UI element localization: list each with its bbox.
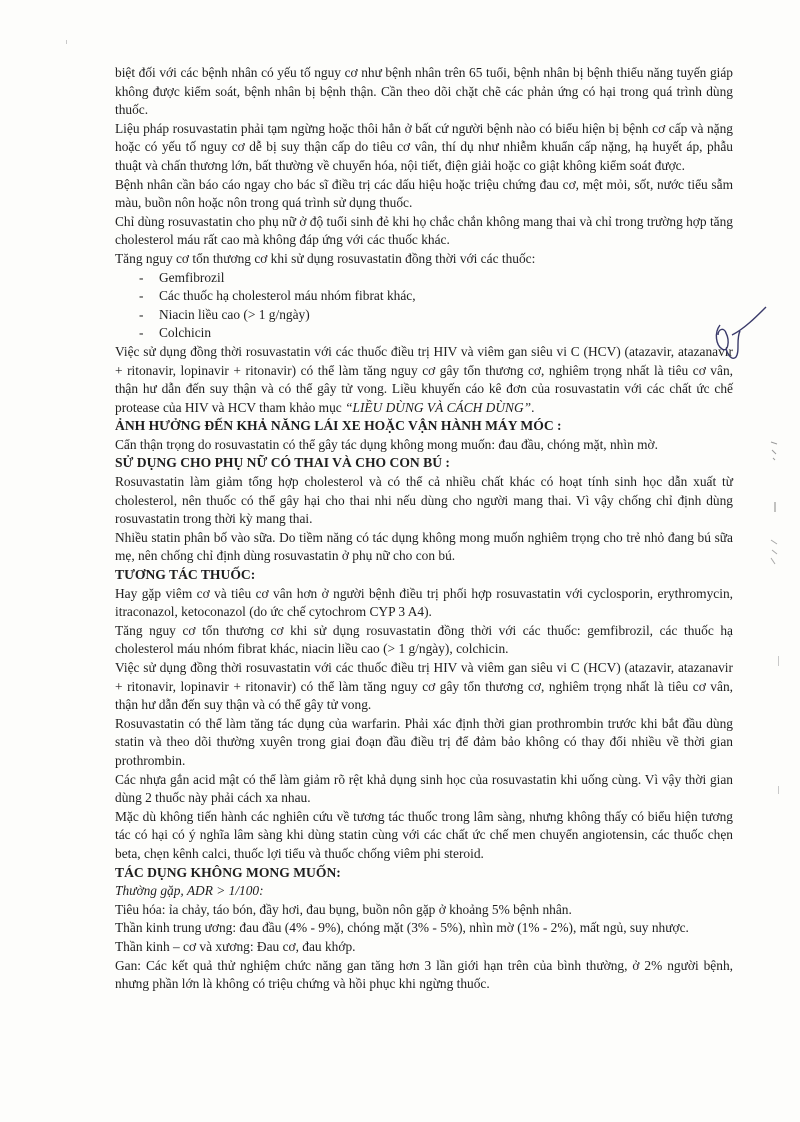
paragraph xyxy=(115,343,733,417)
adverse-subheading: Thường gặp, ADR > 1/100: xyxy=(115,883,264,899)
list-item: - Colchicin xyxy=(115,324,733,343)
paragraph: Tăng nguy cơ tổn thương cơ khi sử dụng rosuvastatin đồng thời với các thuốc: gemfibrozil, các thuốc hạ cholesterol máu nhóm fibrat khác, niacin liều cao (> 1 g/ngày), colchicin. xyxy=(115,622,733,657)
section-heading-driving: ẢNH HƯỞNG ĐẾN KHẢ NĂNG LÁI XE HOẶC VẬN HÀNH MÁY MÓC : xyxy=(115,418,562,434)
paragraph: Các nhựa gắn acid mật có thể làm giảm rõ rệt khả dụng sinh học của rosuvastatin khi uống cùng. Vì vậy thời gian dùng 2 thuốc này phải cách xa nhau. xyxy=(115,771,733,806)
paragraph: Gan: Các kết quả thử nghiệm chức năng gan tăng hơn 3 lần giới hạn trên của bình thường, ở 2% người bệnh, nhưng phần lớn là không có triệu chứng và hồi phục khi ngừng thuốc. xyxy=(115,957,733,992)
paragraph: Rosuvastatin làm giảm tổng hợp cholesterol và có thể cả nhiều chất khác có hoạt tính sinh học dẫn xuất từ cholesterol, nên thuốc có thể gây hại cho thai nhi nếu dùng cho người mang thai. Vì vậy chống chỉ định dùng rosuvastatin trong thời kỳ mang thai. xyxy=(115,474,733,527)
margin-mark xyxy=(778,656,779,666)
paragraph-text: Việc sử dụng đồng thời rosuvastatin với các thuốc điều trị HIV và viêm gan siêu vi C (HCV) (atazavir, atazanavir + ritonavir, lopinavir + ritonavir) có thể làm tăng nguy cơ gây tổn thương cơ, nghiêm trọng nhất là tiêu cơ vân, thận hư dẫn đến suy thận và có thể gây tử vong. Liều khuyến cáo kê đơn của rosuvastatin với các chất ức chế protease của HIV và HCV tham khảo mục xyxy=(115,343,733,415)
paragraph-end: . xyxy=(531,399,535,415)
margin-mark xyxy=(66,40,67,44)
section-heading-interactions: TƯƠNG TÁC THUỐC: xyxy=(115,567,256,583)
paragraph: Bệnh nhân cần báo cáo ngay cho bác sĩ điều trị các dấu hiệu hoặc triệu chứng đau cơ, mệt mỏi, sốt, nước tiểu sẫm màu, buồn nôn hoặc nôn trong quá trình sử dụng thuốc. xyxy=(115,176,733,211)
margin-scribble-icon xyxy=(765,440,785,590)
drug-list xyxy=(115,269,733,343)
paragraph: Rosuvastatin có thể làm tăng tác dụng của warfarin. Phải xác định thời gian prothrombin trước khi bắt đầu dùng statin và theo dõi thường xuyên trong giai đoạn đầu điều trị để đảm bảo không có thay đổi nhiều về thời gian prothrombin. xyxy=(115,715,733,768)
section-heading-adverse: TÁC DỤNG KHÔNG MONG MUỐN: xyxy=(115,864,341,880)
paragraph: Việc sử dụng đồng thời rosuvastatin với các thuốc điều trị HIV và viêm gan siêu vi C (HCV) (atazavir, atazanavir + ritonavir, lopinavir + ritonavir) có thể làm tăng nguy cơ gây tổn thương cơ, nghiêm trọng nhất là tiêu cơ vân, thận hư dẫn đến suy thận và có thể gây tử vong. xyxy=(115,660,733,713)
paragraph: Tăng nguy cơ tổn thương cơ khi sử dụng rosuvastatin đồng thời với các thuốc: xyxy=(115,250,536,266)
document-body xyxy=(115,64,733,994)
paragraph: Liệu pháp rosuvastatin phải tạm ngừng hoặc thôi hẳn ở bất cứ người bệnh nào có biểu hiện bị bệnh cơ cấp và nặng hoặc có yếu tố nguy cơ dễ bị suy thận cấp do tiêu cơ vân, thí dụ như nhiễm khuẩn cấp nặng, hạ huyết áp, phẫu thuật và chấn thương lớn, bất thường về chuyển hóa, nội tiết, điện giải hoặc co giật không kiểm soát được. xyxy=(115,120,733,173)
list-item: - Các thuốc hạ cholesterol máu nhóm fibrat khác, xyxy=(115,287,733,306)
handwritten-signature-icon xyxy=(706,305,770,367)
paragraph: Chỉ dùng rosuvastatin cho phụ nữ ở độ tuổi sinh đẻ khi họ chắc chắn không mang thai và chỉ trong trường hợp tăng cholesterol máu rất cao mà không đáp ứng với các thuốc khác. xyxy=(115,213,733,248)
paragraph: Cẩn thận trọng do rosuvastatin có thể gây tác dụng không mong muốn: đau đầu, chóng mặt, nhìn mờ. xyxy=(115,436,658,452)
list-item: - Gemfibrozil xyxy=(115,269,733,288)
list-item: - Niacin liều cao (> 1 g/ngày) xyxy=(115,306,733,325)
section-reference: “LIỀU DÙNG VÀ CÁCH DÙNG” xyxy=(345,399,532,415)
section-heading-pregnancy: SỬ DỤNG CHO PHỤ NỮ CÓ THAI VÀ CHO CON BÚ : xyxy=(115,455,450,471)
paragraph: Tiêu hóa: ỉa chảy, táo bón, đầy hơi, đau bụng, buồn nôn gặp ở khoảng 5% bệnh nhân. xyxy=(115,901,572,917)
paragraph: Thần kinh – cơ và xương: Đau cơ, đau khớp. xyxy=(115,938,356,954)
paragraph: Mặc dù không tiến hành các nghiên cứu về tương tác thuốc trong lâm sàng, nhưng không thấy có biểu hiện tương tác có hại có ý nghĩa lâm sàng khi dùng statin cùng với các chất ức chế men chuyển angiotensin, các thuốc chẹn beta, chẹn kênh calci, thuốc lợi tiểu và thuốc chống viêm phi steroid. xyxy=(115,808,733,861)
paragraph: Nhiều statin phân bố vào sữa. Do tiềm năng có tác dụng không mong muốn nghiêm trọng cho trẻ nhỏ đang bú sữa mẹ, nên chống chỉ định dùng rosuvastatin ở phụ nữ cho con bú. xyxy=(115,529,733,564)
paragraph: biệt đối với các bệnh nhân có yếu tố nguy cơ như bệnh nhân trên 65 tuổi, bệnh nhân bị bệnh thiểu năng tuyến giáp không được kiểm soát, bệnh nhân bị bệnh thận. Cần theo dõi chặt chẽ các phản ứng có hại trong quá trình dùng thuốc. xyxy=(115,65,733,118)
paragraph: Thần kinh trung ương: đau đầu (4% - 9%), chóng mặt (3% - 5%), nhìn mờ (1% - 2%), mất ngủ, suy nhược. xyxy=(115,920,689,936)
margin-mark xyxy=(778,786,779,794)
paragraph: Hay gặp viêm cơ và tiêu cơ vân hơn ở người bệnh điều trị phối hợp rosuvastatin với cyclosporin, erythromycin, itraconazol, ketoconazol (do ức chế cytochrom CYP 3 A4). xyxy=(115,585,733,620)
